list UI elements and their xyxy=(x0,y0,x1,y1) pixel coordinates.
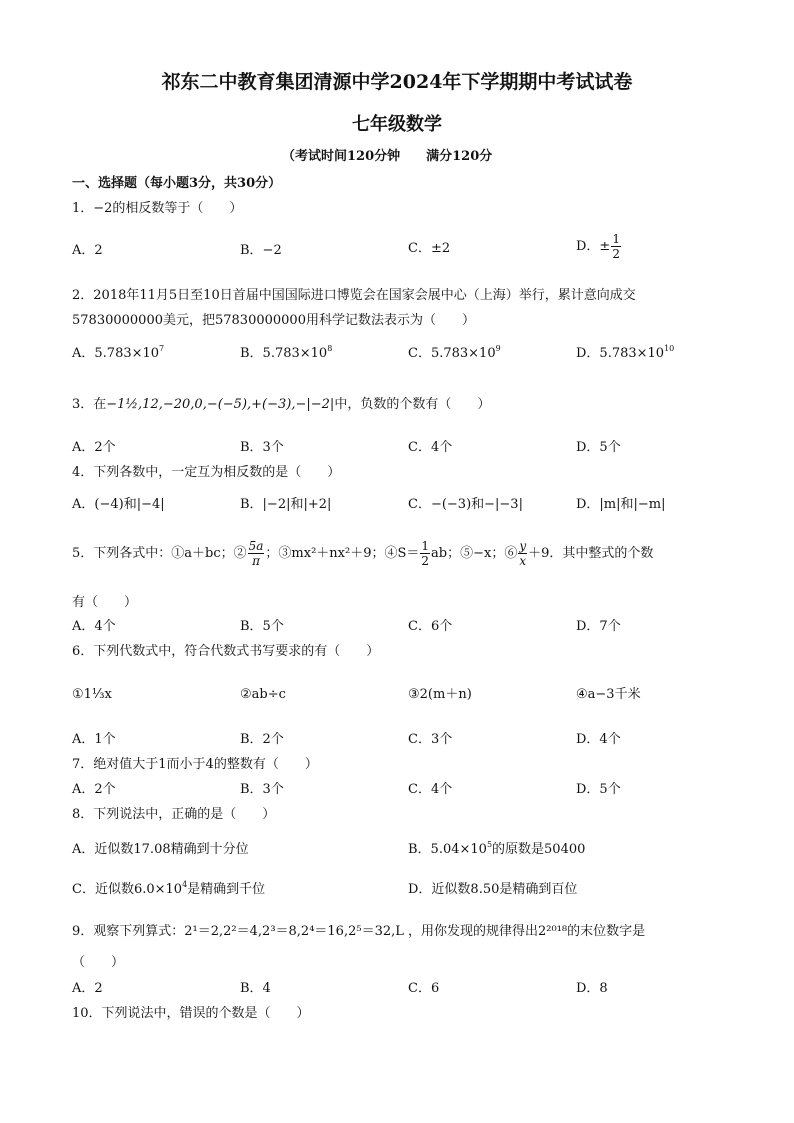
q3-option-d: D．5个 xyxy=(576,440,621,455)
q2-d-exp: 10 xyxy=(664,344,675,353)
q2-a-exp: 7 xyxy=(159,344,165,353)
q4-option-c: C．−(−3)和−|−3| xyxy=(408,497,523,512)
q5-line2: 有（ ） xyxy=(72,595,138,610)
exam-info: （考试时间120分钟 满分120分 xyxy=(282,149,493,164)
q1-option-b: B．−2 xyxy=(240,243,282,258)
q2-c-exp: 9 xyxy=(495,344,501,353)
q4-option-a: A．(−4)和|−4| xyxy=(72,497,165,512)
q6-option-c: C．3个 xyxy=(408,732,453,747)
q6-item1: ①1⅓x xyxy=(72,687,112,702)
fraction-one-half: $\frac{1}{2}$ xyxy=(612,232,620,261)
q6-option-b: B．2个 xyxy=(240,732,284,747)
q3-number-list: −1½,12,−20,0,−(−5),+(−3),−|−2| xyxy=(106,397,335,412)
fraction-5a-over-pi: $\frac{5a}{\pi}$ xyxy=(248,539,264,568)
q6-option-a: A．1个 xyxy=(72,732,116,747)
exam-subtitle: 七年级数学 xyxy=(352,114,442,135)
section-heading: 一、选择题（每小题3分，共30分） xyxy=(72,176,282,191)
q3-suffix: 中，负数的个数有（ ） xyxy=(334,397,491,412)
q8-b-pre: B．5.04×10 xyxy=(408,842,487,857)
q1-option-d xyxy=(576,233,622,260)
q5-option-c: C．6个 xyxy=(408,619,453,634)
q5-option-b: B．5个 xyxy=(240,619,284,634)
q5-part3: ；③mx²＋nx²＋9；④S＝ xyxy=(265,546,420,561)
q8-c-post: 是精确到千位 xyxy=(187,882,266,897)
q2-c-base: C．5.783×10 xyxy=(408,346,496,361)
fraction-one-half-b: $\frac{1}{2}$ xyxy=(421,539,430,568)
q4-option-d: D．|m|和|−m| xyxy=(576,497,666,512)
q6-item2: ②ab÷c xyxy=(240,687,286,702)
q1-option-c: C．±2 xyxy=(408,241,451,256)
q2-line2: 57830000000美元，把57830000000用科学记数法表示为（ ） xyxy=(72,313,475,328)
q8-c-exp: 4 xyxy=(182,880,188,889)
q2-option-b xyxy=(240,344,333,361)
q6-option-d: D．4个 xyxy=(576,732,621,747)
q1-option-a: A．2 xyxy=(72,243,103,258)
q2-line1: 2．2018年11月5日至10日首届中国国际进口博览会在国家会展中心（上海）举行，累计意向成交 xyxy=(72,288,636,303)
q9-option-b: B．4 xyxy=(240,981,271,996)
fraction-y-over-x: $\frac{y}{x}$ xyxy=(519,539,527,568)
q8-option-d: D．近似数8.50是精确到百位 xyxy=(408,882,578,897)
q6-stem: 6．下列代数式中，符合代数式书写要求的有（ ） xyxy=(72,644,380,659)
q9-line1: 9．观察下列算式：2¹＝2,2²＝4,2³＝8,2⁴＝16,2⁵＝32,L ，用你发现的规律得出2²⁰¹⁸的末位数字是 xyxy=(72,924,646,939)
q5-part4: ab；⑤−x；⑥ xyxy=(431,546,518,561)
q8-c-pre: C．近似数6.0×10 xyxy=(72,882,183,897)
q2-d-base: D．5.783×10 xyxy=(576,346,665,361)
q9-option-c: C．6 xyxy=(408,981,440,996)
q6-item3: ③2(m＋n) xyxy=(408,687,472,702)
q5-prefix: 5．下列各式中：①a＋bc；② xyxy=(72,546,247,561)
q9-option-d: D．8 xyxy=(576,981,608,996)
q9-option-a: A．2 xyxy=(72,981,103,996)
q5-option-d: D．7个 xyxy=(576,619,621,634)
q7-option-b: B．3个 xyxy=(240,782,284,797)
q7-option-a: A．2个 xyxy=(72,782,116,797)
q7-option-c: C．4个 xyxy=(408,782,453,797)
q2-option-d xyxy=(576,344,675,361)
q1-option-d-prefix: D．± xyxy=(576,239,611,254)
q4-option-b: B．|−2|和|+2| xyxy=(240,497,332,512)
q6-item4: ④a−3千米 xyxy=(576,687,641,702)
q8-b-post: 的原数是50400 xyxy=(492,842,586,857)
q8-b-exp: 5 xyxy=(486,840,493,849)
q8-stem: 8．下列说法中，正确的是（ ） xyxy=(72,807,276,822)
q3-prefix: 3．在 xyxy=(72,397,107,412)
q4-stem: 4．下列各数中，一定互为相反数的是（ ） xyxy=(72,465,341,480)
q3-stem xyxy=(72,398,490,411)
q8-option-a: A．近似数17.08精确到十分位 xyxy=(72,842,249,857)
q2-b-exp: 8 xyxy=(327,344,333,353)
q2-a-base: A．5.783×10 xyxy=(72,346,160,361)
q7-option-d: D．5个 xyxy=(576,782,621,797)
q3-option-b: B．3个 xyxy=(240,440,284,455)
q7-stem: 7．绝对值大于1而小于4的整数有（ ） xyxy=(72,757,318,772)
q3-option-a: A．2个 xyxy=(72,440,116,455)
q2-option-a xyxy=(72,344,165,361)
q2-option-c xyxy=(408,344,501,361)
q8-option-c xyxy=(72,880,266,897)
q5-part5: ＋9．其中整式的个数 xyxy=(528,546,654,561)
q8-option-b xyxy=(408,840,586,857)
q1-stem: 1．−2的相反数等于（ ） xyxy=(72,201,243,216)
q10-stem: 10．下列说法中，错误的个数是（ ） xyxy=(72,1006,310,1021)
q3-option-c: C．4个 xyxy=(408,440,453,455)
exam-title: 祁东二中教育集团清源中学2024年下学期期中考试试卷 xyxy=(161,71,633,93)
q5-option-a: A．4个 xyxy=(72,619,116,634)
q5-stem xyxy=(72,540,653,567)
q2-b-base: B．5.783×10 xyxy=(240,346,328,361)
q9-line2: （ ） xyxy=(72,955,125,970)
